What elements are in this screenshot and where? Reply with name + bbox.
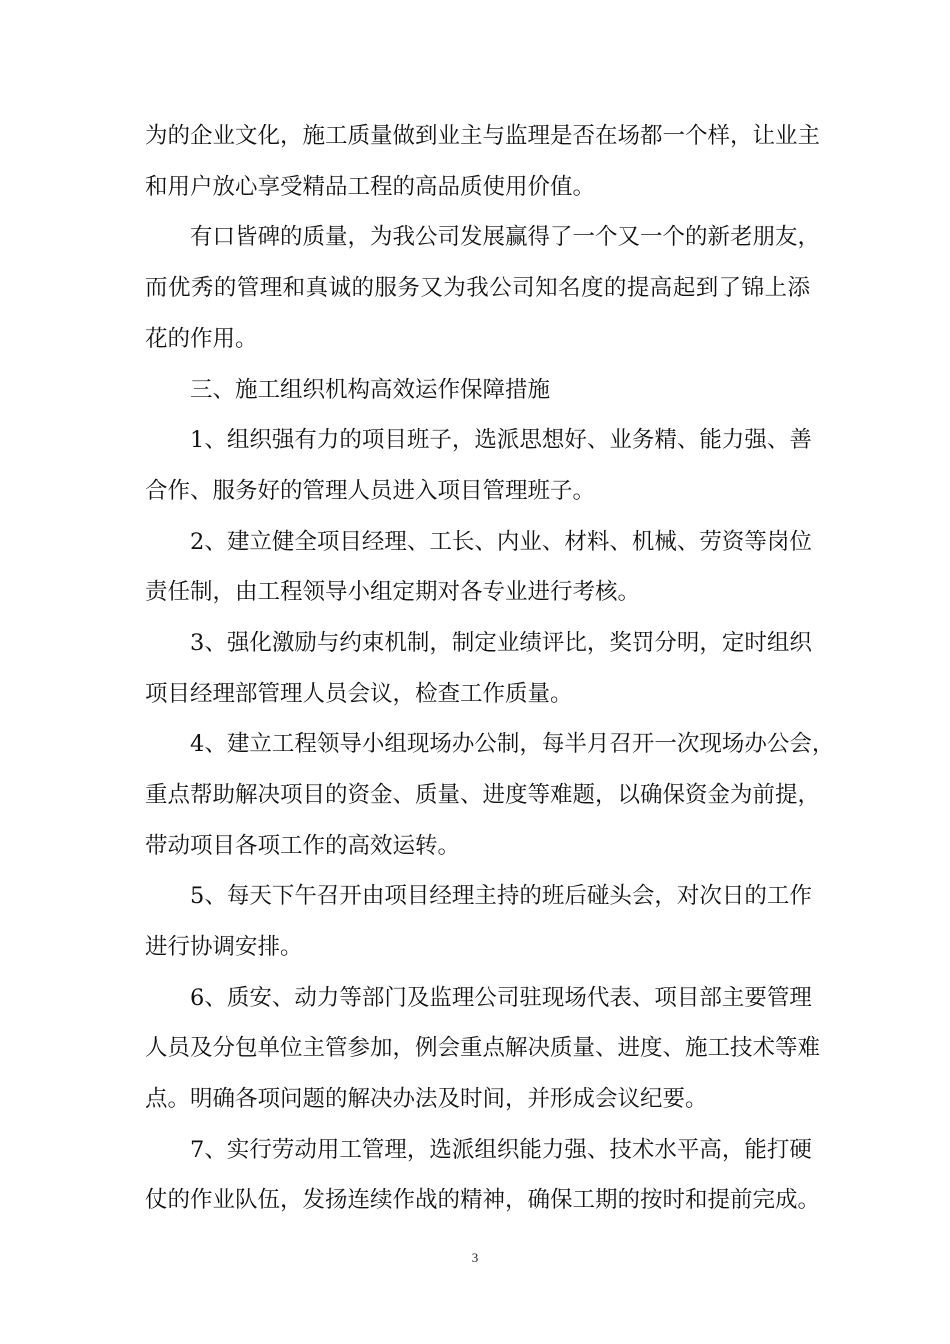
text-line: 合作、服务好的管理人员进入项目管理班子。 bbox=[145, 478, 596, 504]
text-line: 3、强化激励与约束机制，制定业绩评比，奖罚分明，定时组织 bbox=[190, 630, 812, 656]
text-line: 为的企业文化，施工质量做到业主与监理是否在场都一个样，让业主 bbox=[145, 123, 821, 149]
section-heading: 三、施工组织机构高效运作保障措施 bbox=[190, 377, 551, 403]
text-line: 花的作用。 bbox=[145, 326, 258, 352]
text-line: 和用户放心享受精品工程的高品质使用价值。 bbox=[145, 174, 596, 200]
text-line: 责任制，由工程领导小组定期对各专业进行考核。 bbox=[145, 579, 641, 605]
text-line: 带动项目各项工作的高效运转。 bbox=[145, 833, 461, 859]
text-line: 5、每天下午召开由项目经理主持的班后碰头会，对次日的工作 bbox=[190, 883, 812, 909]
text-line: 有口皆碑的质量，为我公司发展赢得了一个又一个的新老朋友， bbox=[190, 224, 821, 250]
text-line: 人员及分包单位主管参加，例会重点解决质量、进度、施工技术等难 bbox=[145, 1035, 821, 1061]
text-line: 项目经理部管理人员会议，检查工作质量。 bbox=[145, 681, 573, 707]
text-line: 1、组织强有力的项目班子，选派思想好、业务精、能力强、善 bbox=[190, 427, 812, 453]
text-line: 进行协调安排。 bbox=[145, 934, 303, 960]
text-line: 4、建立工程领导小组现场办公制，每半月召开一次现场办公会， bbox=[190, 731, 835, 757]
text-line: 6、质安、动力等部门及监理公司驻现场代表、项目部主要管理 bbox=[190, 985, 812, 1011]
text-line: 7、实行劳动用工管理，选派组织能力强、技术水平高，能打硬 bbox=[190, 1137, 812, 1163]
page-number: 3 bbox=[471, 1250, 479, 1265]
text-line: 2、建立健全项目经理、工长、内业、材料、机械、劳资等岗位 bbox=[190, 529, 812, 555]
text-line: 仗的作业队伍，发扬连续作战的精神，确保工期的按时和提前完成。 bbox=[145, 1187, 821, 1213]
text-line: 而优秀的管理和真诚的服务又为我公司知名度的提高起到了锦上添 bbox=[145, 275, 810, 301]
text-line: 重点帮助解决项目的资金、质量、进度等难题，以确保资金为前提， bbox=[145, 782, 821, 808]
text-line: 点。明确各项问题的解决办法及时间，并形成会议纪要。 bbox=[145, 1086, 708, 1112]
